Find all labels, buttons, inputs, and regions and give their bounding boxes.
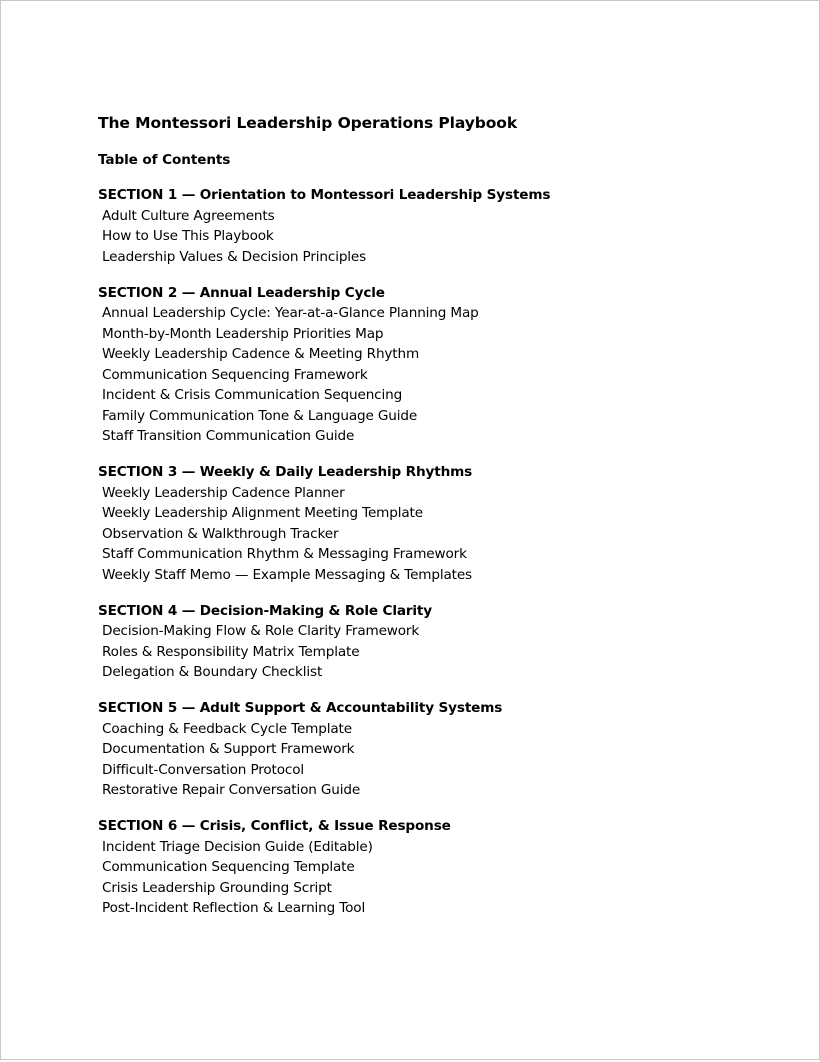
- toc-entry: Communication Sequencing Framework: [102, 366, 368, 383]
- toc-entry: Incident Triage Decision Guide (Editable): [102, 838, 373, 855]
- toc-section-2: [98, 283, 778, 447]
- toc-entry: Adult Culture Agreements: [102, 207, 275, 224]
- toc-section-3: [98, 462, 778, 585]
- toc-section-1: [98, 185, 778, 267]
- toc-entry: Restorative Repair Conversation Guide: [102, 782, 361, 798]
- table-of-contents: [98, 185, 778, 919]
- toc-heading: Table of Contents: [98, 152, 231, 168]
- toc-entry: Post-Incident Reflection & Learning Tool: [102, 900, 366, 916]
- toc-entry: Month-by-Month Leadership Priorities Map: [102, 325, 384, 342]
- toc-entry: Weekly Leadership Cadence Planner: [102, 484, 345, 501]
- document-title: The Montessori Leadership Operations Playbook: [98, 114, 518, 132]
- toc-entry: Crisis Leadership Grounding Script: [102, 879, 332, 896]
- toc-entry: Roles & Responsibility Matrix Template: [102, 643, 360, 660]
- toc-entry: Delegation & Boundary Checklist: [102, 664, 323, 680]
- toc-entry: Decision-Making Flow & Role Clarity Framework: [102, 623, 420, 639]
- toc-entry: Weekly Leadership Alignment Meeting Template: [102, 505, 423, 521]
- toc-entry: Family Communication Tone & Language Guide: [102, 407, 418, 424]
- toc-section-6: [98, 816, 778, 919]
- section-heading: SECTION 4 — Decision-Making & Role Clarity: [98, 602, 432, 619]
- section-heading: SECTION 1 — Orientation to Montessori Leadership Systems: [98, 187, 551, 203]
- section-heading: SECTION 5 — Adult Support & Accountability Systems: [98, 700, 503, 716]
- toc-entry: Staff Transition Communication Guide: [102, 428, 355, 444]
- toc-entry: Weekly Leadership Cadence & Meeting Rhythm: [102, 346, 420, 362]
- toc-entry: Difficult-Conversation Protocol: [102, 761, 305, 778]
- section-heading: SECTION 2 — Annual Leadership Cycle: [98, 284, 385, 301]
- toc-entry: Coaching & Feedback Cycle Template: [102, 720, 352, 737]
- toc-entry: Documentation & Support Framework: [102, 741, 355, 757]
- section-heading: SECTION 3 — Weekly & Daily Leadership Rhythms: [98, 464, 473, 480]
- toc-entry: Communication Sequencing Template: [102, 859, 355, 875]
- toc-entry: Observation & Walkthrough Tracker: [102, 525, 339, 542]
- section-heading: SECTION 6 — Crisis, Conflict, & Issue Response: [98, 818, 451, 834]
- toc-entry: Staff Communication Rhythm & Messaging Framework: [102, 546, 467, 562]
- toc-section-5: [98, 698, 778, 801]
- document-content: [98, 113, 778, 934]
- toc-entry: Annual Leadership Cycle: Year-at-a-Glance Planning Map: [102, 305, 479, 321]
- toc-entry: Weekly Staff Memo — Example Messaging & Templates: [102, 566, 472, 583]
- toc-entry: Leadership Values & Decision Principles: [102, 248, 367, 265]
- toc-entry: Incident & Crisis Communication Sequencing: [102, 387, 403, 403]
- toc-section-4: [98, 601, 778, 683]
- toc-entry: How to Use This Playbook: [102, 228, 274, 244]
